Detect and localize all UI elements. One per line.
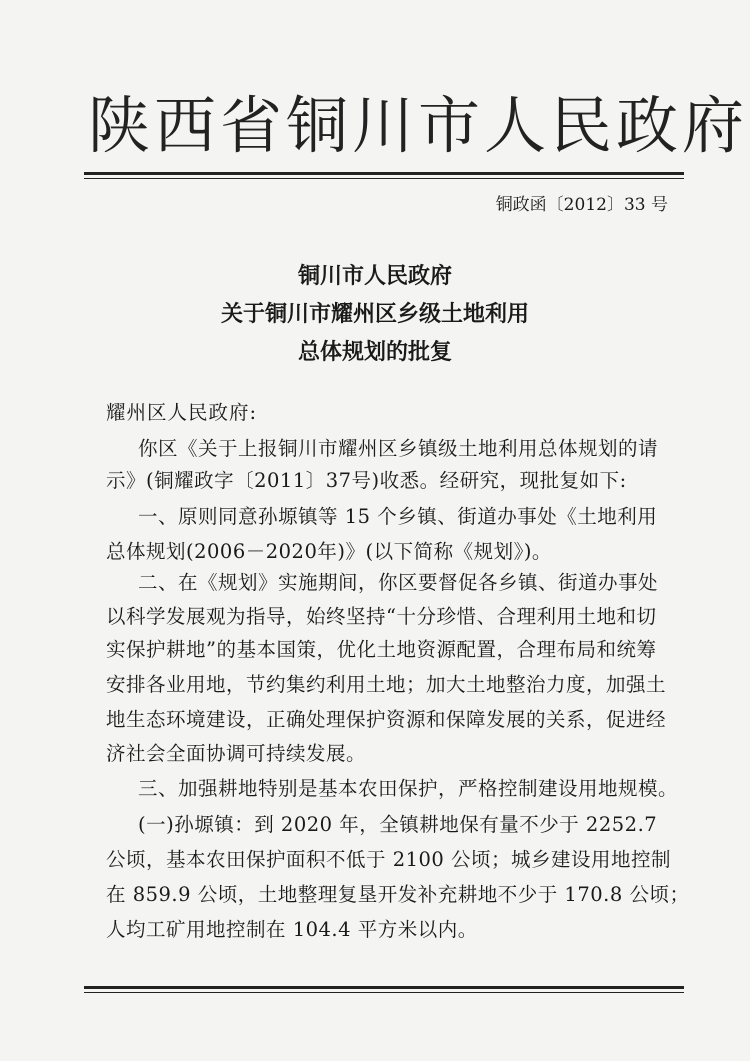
body-line: 在 859.9 公顷，土地整理复垦开发补充耕地不少于 170.8 公顷； (106, 883, 690, 906)
issuer-header: 陕西省铜川市人民政府 (88, 89, 749, 162)
footer-rule-thick (84, 986, 684, 989)
body-line: 人均工矿用地控制在 104.4 平方米以内。 (106, 918, 478, 941)
body-line: 示》(铜耀政字〔2011〕37号)收悉。经研究，现批复如下: (106, 469, 627, 492)
body-line: 地生态环境建设，正确处理保护资源和保障发展的关系，促进经 (106, 708, 667, 731)
body-line: 济社会全面协调可持续发展。 (106, 742, 367, 765)
body-line: 总体规划(2006－2020年)》(以下简称《规划》)。 (106, 540, 552, 563)
body-line: 公顷，基本农田保护面积不低于 2100 公顷；城乡建设用地控制 (106, 848, 672, 871)
body-line: 三、加强耕地特别是基本农田保护，严格控制建设用地规模。 (138, 777, 679, 800)
header-rule-thick (84, 172, 684, 175)
body-line: 安排各业用地，节约集约利用土地；加大土地整治力度，加强土 (106, 673, 667, 696)
title-line-2: 关于铜川市耀州区乡级土地利用 (220, 301, 529, 327)
body-line: 二、在《规划》实施期间，你区要督促各乡镇、街道办事处 (138, 571, 659, 594)
body-line: 实保护耕地”的基本国策，优化土地资源配置，合理布局和统筹 (106, 638, 657, 661)
body-line: 以科学发展观为指导，始终坚持“十分珍惜、合理利用土地和切 (106, 605, 657, 628)
footer-rule-thin (84, 992, 684, 993)
title-line-1: 铜川市人民政府 (297, 263, 452, 289)
body-line: (一)孙塬镇：到 2020 年，全镇耕地保有量不少于 2252.7 (138, 813, 658, 836)
header-rule-thin (84, 178, 684, 179)
body-line: 一、原则同意孙塬镇等 15 个乡镇、街道办事处《土地利用 (138, 505, 658, 528)
title-line-3: 总体规划的批复 (297, 339, 452, 365)
document-number: 铜政函〔2012〕33 号 (495, 195, 668, 215)
addressee: 耀州区人民政府: (106, 401, 258, 424)
body-line: 你区《关于上报铜川市耀州区乡镇级土地利用总体规划的请 (138, 437, 659, 460)
